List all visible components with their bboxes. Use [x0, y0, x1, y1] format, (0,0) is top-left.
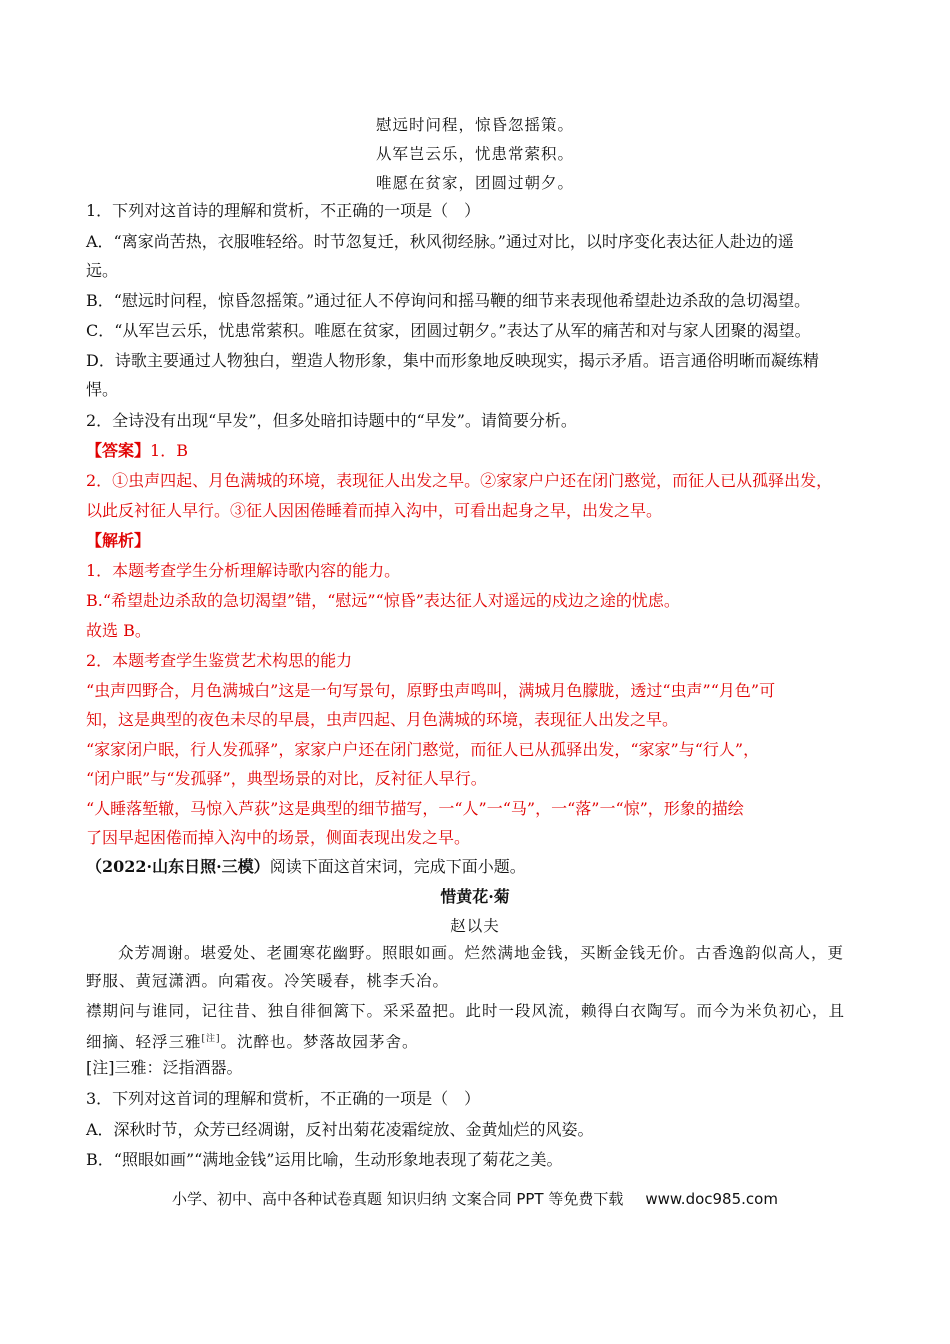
answer-line — [86, 436, 876, 466]
footer-text: 小学、初中、高中各种试卷真题 知识归纳 文案合同 PPT 等免费下载 — [172, 1190, 624, 1208]
intro-text: 阅读下面这首宋词，完成下面小题。 — [269, 857, 526, 876]
source-tag: （2022·山东日照·三模） — [86, 857, 270, 876]
analysis-line: “虫声四野合，月色满城白”这是一句写景句，原野虫声鸣叫，满城月色朦胧，透过“虫声”“月色”可 — [86, 681, 776, 700]
q1-option-a-cont: 远。 — [86, 261, 119, 280]
poem-paragraph: 众芳凋谢。堪爱处、老圃寒花幽野。照眼如画。烂然满地金钱，买断金钱无价。古香逸韵似高人，更 — [118, 944, 845, 962]
answer-2: 2．①虫声四起、月色满城的环境，表现征人出发之早。②家家户户还在闭门憨觉，而征人已从孤驿出发， — [86, 471, 833, 490]
poem-line: 慰远时问程，惊昏忽摇策。 — [375, 116, 574, 134]
analysis-label: 【解析】 — [86, 531, 151, 550]
q3-option-a: A．深秋时节，众芳已经凋谢，反衬出菊花凌霜绽放、金黄灿烂的风姿。 — [86, 1120, 594, 1139]
poem-author: 赵以夫 — [450, 917, 500, 935]
analysis-line: “闭户眠”与“发孤驿”，典型场景的对比，反衬征人早行。 — [86, 769, 487, 788]
question-3-stem: 3．下列对这首词的理解和赏析，不正确的一项是（ ） — [86, 1089, 481, 1108]
poem-line: 唯愿在贫家，团圆过朝夕。 — [375, 174, 574, 192]
q1-option-a: A．“离家尚苦热，衣服唯轻绤。时节忽复迁，秋风彻经脉。”通过对比，以时序变化表达征人赴边的遥 — [86, 232, 794, 251]
analysis-line: “人睡落堑辙，马惊入芦荻”这是典型的细节描写，一“人”一“马”，一“落”一“惊”，形象的描绘 — [86, 799, 744, 818]
q1-option-d-cont: 悍。 — [86, 380, 119, 399]
poem-text: 。沈醉也。梦落故园茅舍。 — [220, 1033, 419, 1052]
analysis-line: “家家闭户眠，行人发孤驿”，家家户户还在闭门憨觉，而征人已从孤驿出发，“家家”与“行人”， — [86, 740, 760, 759]
poem-paragraph: 襟期问与谁同，记往昔、独自徘徊篱下。采采盈把。此时一段风流，赖得白衣陶写。而今为米负初心，且 — [86, 1002, 846, 1020]
footnote-marker: [注] — [201, 1034, 221, 1044]
q1-option-d: D．诗歌主要通过人物独白，塑造人物形象，集中而形象地反映现实，揭示矛盾。语言通俗明晰而凝练精 — [86, 351, 819, 370]
footer-url[interactable]: www.doc985.com — [645, 1190, 778, 1208]
q3-option-b: B．“照眼如画”“满地金钱”运用比喻，生动形象地表现了菊花之美。 — [86, 1150, 563, 1169]
page-footer — [0, 1188, 950, 1209]
q1-option-b: B．“慰远时问程，惊昏忽摇策。”通过征人不停询问和摇马鞭的细节来表现他希望赴边杀敌的急切渴望。 — [86, 291, 811, 310]
analysis-line: B.“希望赴边杀敌的急切渴望”错，“慰远”“惊昏”表达征人对遥远的戍边之途的忧虑。 — [86, 591, 680, 610]
analysis-line: 2．本题考查学生鉴赏艺术构思的能力 — [86, 651, 353, 670]
footnote: [注]三雅：泛指酒器。 — [86, 1058, 243, 1077]
analysis-line: 故选 B。 — [86, 621, 151, 640]
answer-2-cont: 以此反衬征人早行。③征人因困倦睡着而掉入沟中，可看出起身之早，出发之早。 — [86, 501, 663, 520]
poem-line: 从军岂云乐，忧患常萦积。 — [375, 145, 574, 163]
passage-intro — [86, 852, 876, 882]
question-2-stem: 2．全诗没有出现“早发”，但多处暗扣诗题中的“早发”。请简要分析。 — [86, 411, 577, 430]
poem-title: 惜黄花·菊 — [440, 887, 510, 906]
poem-paragraph: 野服、黄冠潇洒。向霜夜。冷笑暖春，桃李夭冶。 — [86, 972, 450, 990]
answer-1: 1．B — [150, 441, 188, 460]
answer-label: 【答案】 — [86, 441, 151, 460]
q1-option-c: C．“从军岂云乐，忧患常萦积。唯愿在贫家，团圆过朝夕。”表达了从军的痛苦和对与家人团聚的渴望。 — [86, 321, 811, 340]
analysis-line: 1．本题考查学生分析理解诗歌内容的能力。 — [86, 561, 401, 580]
analysis-line: 知，这是典型的夜色未尽的早晨，虫声四起、月色满城的环境，表现征人出发之早。 — [86, 710, 679, 729]
analysis-line: 了因早起困倦而掉入沟中的场景，侧面表现出发之早。 — [86, 828, 471, 847]
poem-text: 细摘、轻浮三雅 — [86, 1033, 202, 1052]
question-1-stem: 1．下列对这首诗的理解和赏析，不正确的一项是（ ） — [86, 201, 481, 220]
